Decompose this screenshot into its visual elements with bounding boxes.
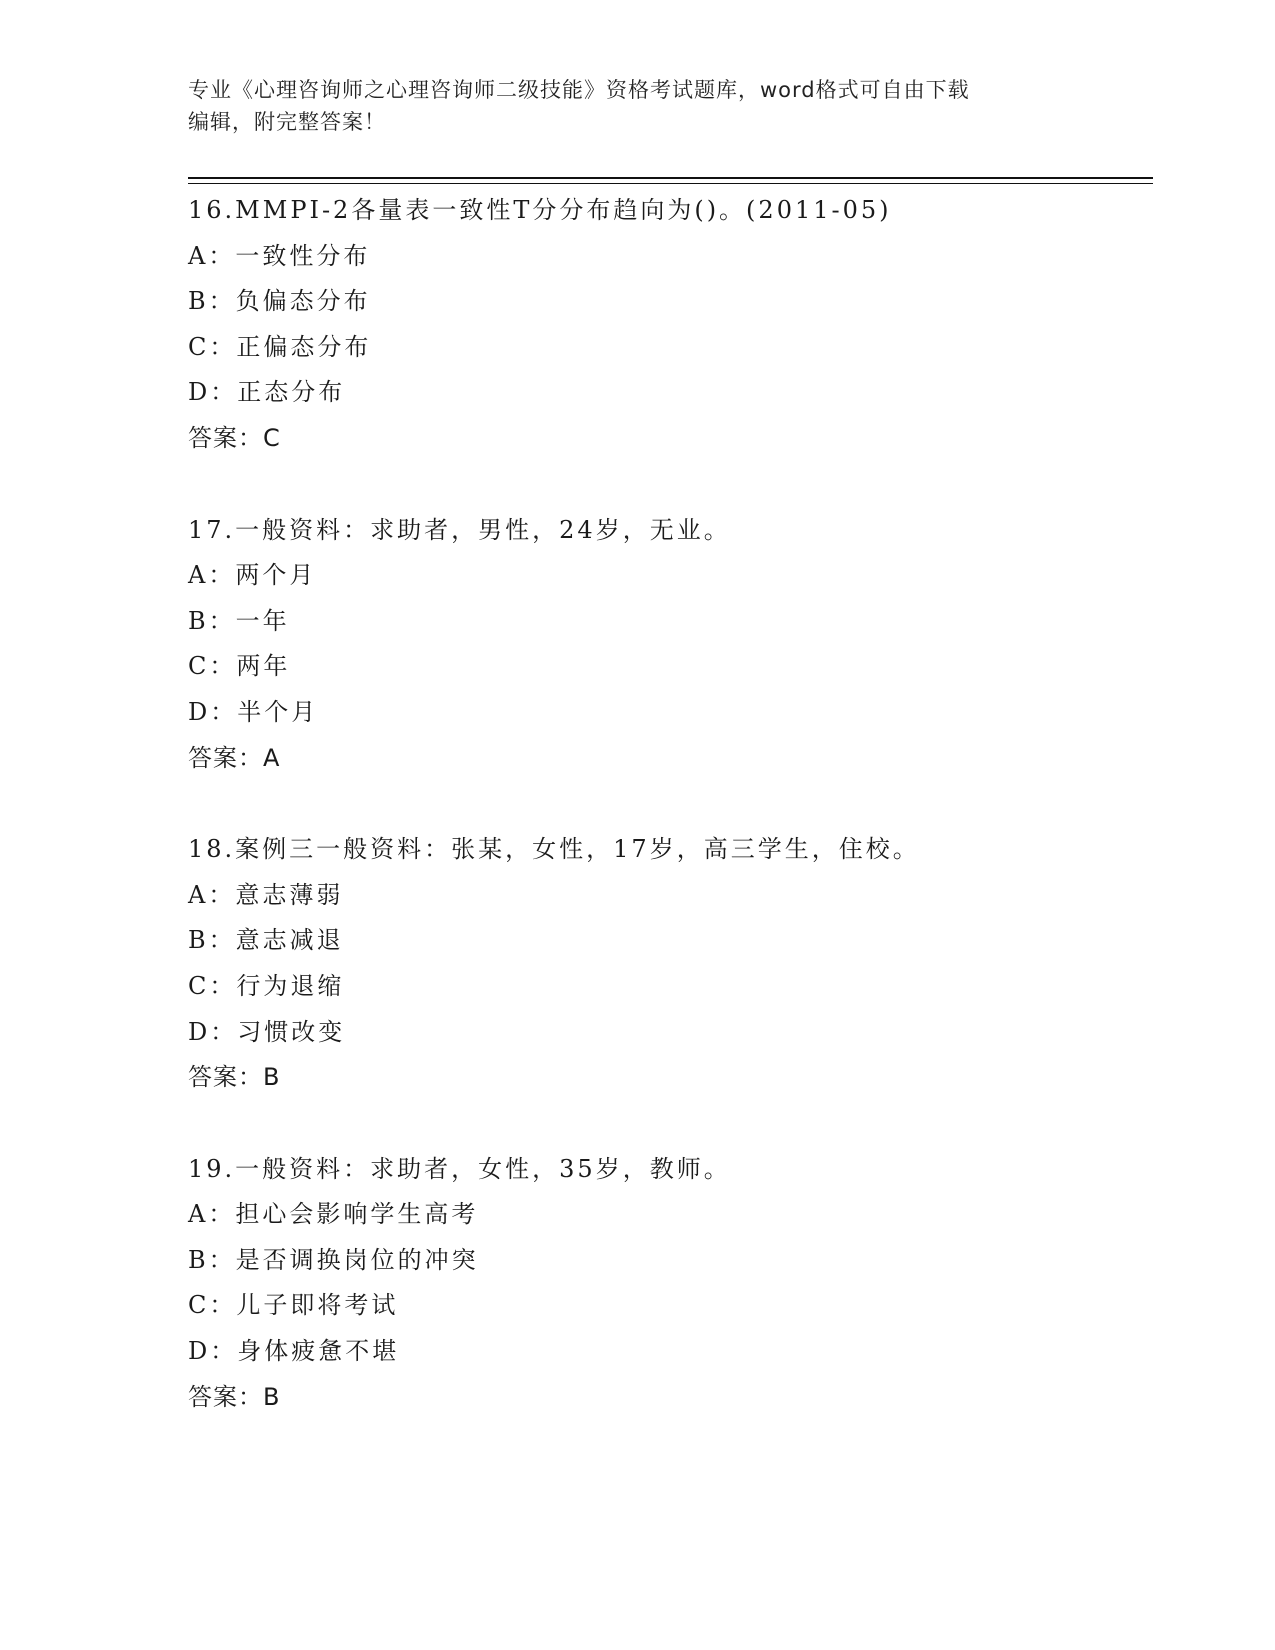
option-c: C：行为退缩: [188, 971, 345, 1000]
question-stem: 17.一般资料：求助者，男性，24岁，无业。: [188, 515, 731, 544]
option-b: B：是否调换岗位的冲突: [188, 1245, 479, 1274]
option-d: D：身体疲惫不堪: [188, 1337, 400, 1366]
answer-line: 答案：C: [188, 423, 281, 452]
option-a: A：担心会影响学生高考: [188, 1200, 479, 1229]
question-17: [188, 508, 1148, 782]
header-line-1: 专业《心理咨询师之心理咨询师二级技能》资格考试题库，word格式可自由下载: [188, 78, 970, 102]
answer-line: 答案：B: [188, 1382, 281, 1411]
question-list: [188, 188, 1148, 1466]
answer-line: 答案：B: [188, 1063, 281, 1092]
question-18: [188, 827, 1148, 1101]
option-b: B：负偏态分布: [188, 287, 371, 316]
header-line-2: 编辑，附完整答案！: [188, 110, 386, 134]
option-d: D：正态分布: [188, 378, 346, 407]
option-a: A：意志薄弱: [188, 880, 344, 909]
question-16: [188, 188, 1148, 462]
question-19: [188, 1147, 1148, 1421]
option-c: C：儿子即将考试: [188, 1291, 399, 1320]
option-d: D：习惯改变: [188, 1017, 346, 1046]
option-d: D：半个月: [188, 697, 319, 726]
option-c: C：两年: [188, 652, 291, 681]
question-stem: 16.MMPI-2各量表一致性T分分布趋向为()。(2011-05): [188, 196, 892, 224]
option-a: A：两个月: [188, 561, 317, 590]
header-divider-thick: [188, 177, 1153, 179]
option-b: B：意志减退: [188, 926, 344, 955]
question-stem: 19.一般资料：求助者，女性，35岁，教师。: [188, 1154, 731, 1183]
option-b: B：一年: [188, 606, 290, 635]
answer-line: 答案：A: [188, 743, 281, 772]
header-divider-thin: [188, 183, 1153, 184]
option-c: C：正偏态分布: [188, 332, 372, 361]
question-stem: 18.案例三一般资料：张某，女性，17岁，高三学生，住校。: [188, 835, 920, 864]
option-a: A：一致性分布: [188, 241, 371, 270]
document-header: [188, 74, 1068, 138]
